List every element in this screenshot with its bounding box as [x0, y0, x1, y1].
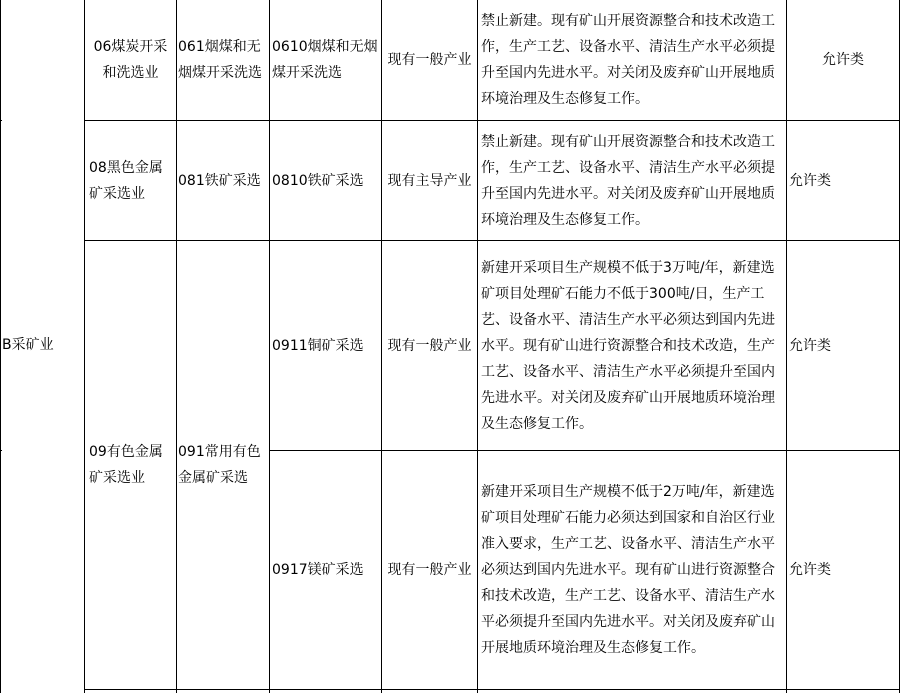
major-category-text: 09有色金属矿采选业 [89, 444, 163, 486]
minor-category-text: 0917镁矿采选 [272, 562, 364, 578]
table-cell-minor [270, 241, 381, 450]
sector-label: B采矿业 [2, 336, 54, 353]
major-category-text: 08黑色金属矿采选业 [89, 159, 163, 202]
minor-category-text: 0610烟煤和无烟煤开采洗选 [272, 39, 378, 81]
medium-category-text: 091常用有色金属矿采选 [178, 444, 261, 486]
table-cell-minor [270, 121, 381, 240]
table-cell-major [85, 121, 176, 240]
table-cell-requirement [478, 121, 786, 240]
industry-type-text: 现有一般产业 [387, 337, 472, 354]
grid-line [899, 0, 900, 693]
requirement-text: 禁止新建。现有矿山开展资源整合和技术改造工作，生产工艺、设备水平、清洁生产水平必须提升至国内先进水平。对关闭及废弃矿山开展地质环境治理及生态修复工作。 [481, 133, 775, 228]
minor-category-text: 0911铜矿采选 [272, 337, 364, 354]
table-cell-requirement [478, 0, 786, 120]
table-cell-category [787, 0, 899, 120]
medium-category-text: 081铁矿采选 [178, 172, 261, 189]
table-cell-category [787, 121, 899, 240]
table-cell-medium [177, 241, 269, 689]
category-text: 允许类 [789, 562, 831, 578]
requirement-text: 新建开采项目生产规模不低于2万吨/年，新建选矿项目处理矿石能力必须达到国家和自治区行业准入要求，生产工艺、设备水平、清洁生产水平必须达到国内先进水平。现有矿山进行资源整合和技术改造，生产工艺、设备水平、清洁生产水平必须提升至国内先进水平。对关闭及废弃矿山开展地质环境治理及生态修复工作。 [481, 484, 775, 656]
table-cell-major [85, 0, 176, 120]
table-cell-minor [270, 0, 381, 120]
table-cell-medium [177, 121, 269, 240]
table-cell-category [787, 451, 899, 689]
table-cell-industry-type [382, 241, 477, 450]
grid-line [84, 689, 900, 690]
category-text: 允许类 [789, 172, 831, 189]
sector-cell [2, 0, 84, 689]
table-cell-category [787, 241, 899, 450]
table-cell-requirement [478, 241, 786, 450]
table-cell-requirement [478, 451, 786, 689]
table-cell-industry-type [382, 121, 477, 240]
grid-line [0, 0, 1, 693]
major-category-text: 06煤炭开采和洗选业 [93, 39, 168, 81]
industry-type-text: 现有主导产业 [387, 172, 472, 189]
table-cell-major [85, 241, 176, 689]
category-text: 允许类 [822, 52, 864, 68]
requirement-text: 新建开采项目生产规模不低于3万吨/年，新建选矿项目处理矿石能力不低于300吨/日，生产工艺、设备水平、清洁生产水平必须达到国内先进水平。现有矿山进行资源整合和技术改造，生产工艺、设备水平、清洁生产水平必须提升至国内先进水平。对关闭及废弃矿山开展地质环境治理及生态修复工作。 [481, 259, 775, 432]
category-text: 允许类 [789, 337, 831, 354]
table-cell-medium [177, 0, 269, 120]
minor-category-text: 0810铁矿采选 [272, 172, 364, 189]
table-cell-minor [270, 451, 381, 689]
table-cell-industry-type [382, 451, 477, 689]
industry-type-text: 现有一般产业 [387, 52, 472, 68]
requirement-text: 禁止新建。现有矿山开展资源整合和技术改造工作，生产工艺、设备水平、清洁生产水平必须提升至国内先进水平。对关闭及废弃矿山开展地质环境治理及生态修复工作。 [481, 13, 775, 107]
table-cell-industry-type [382, 0, 477, 120]
medium-category-text: 061烟煤和无烟煤开采洗选 [178, 39, 262, 81]
industry-type-text: 现有一般产业 [387, 562, 472, 578]
